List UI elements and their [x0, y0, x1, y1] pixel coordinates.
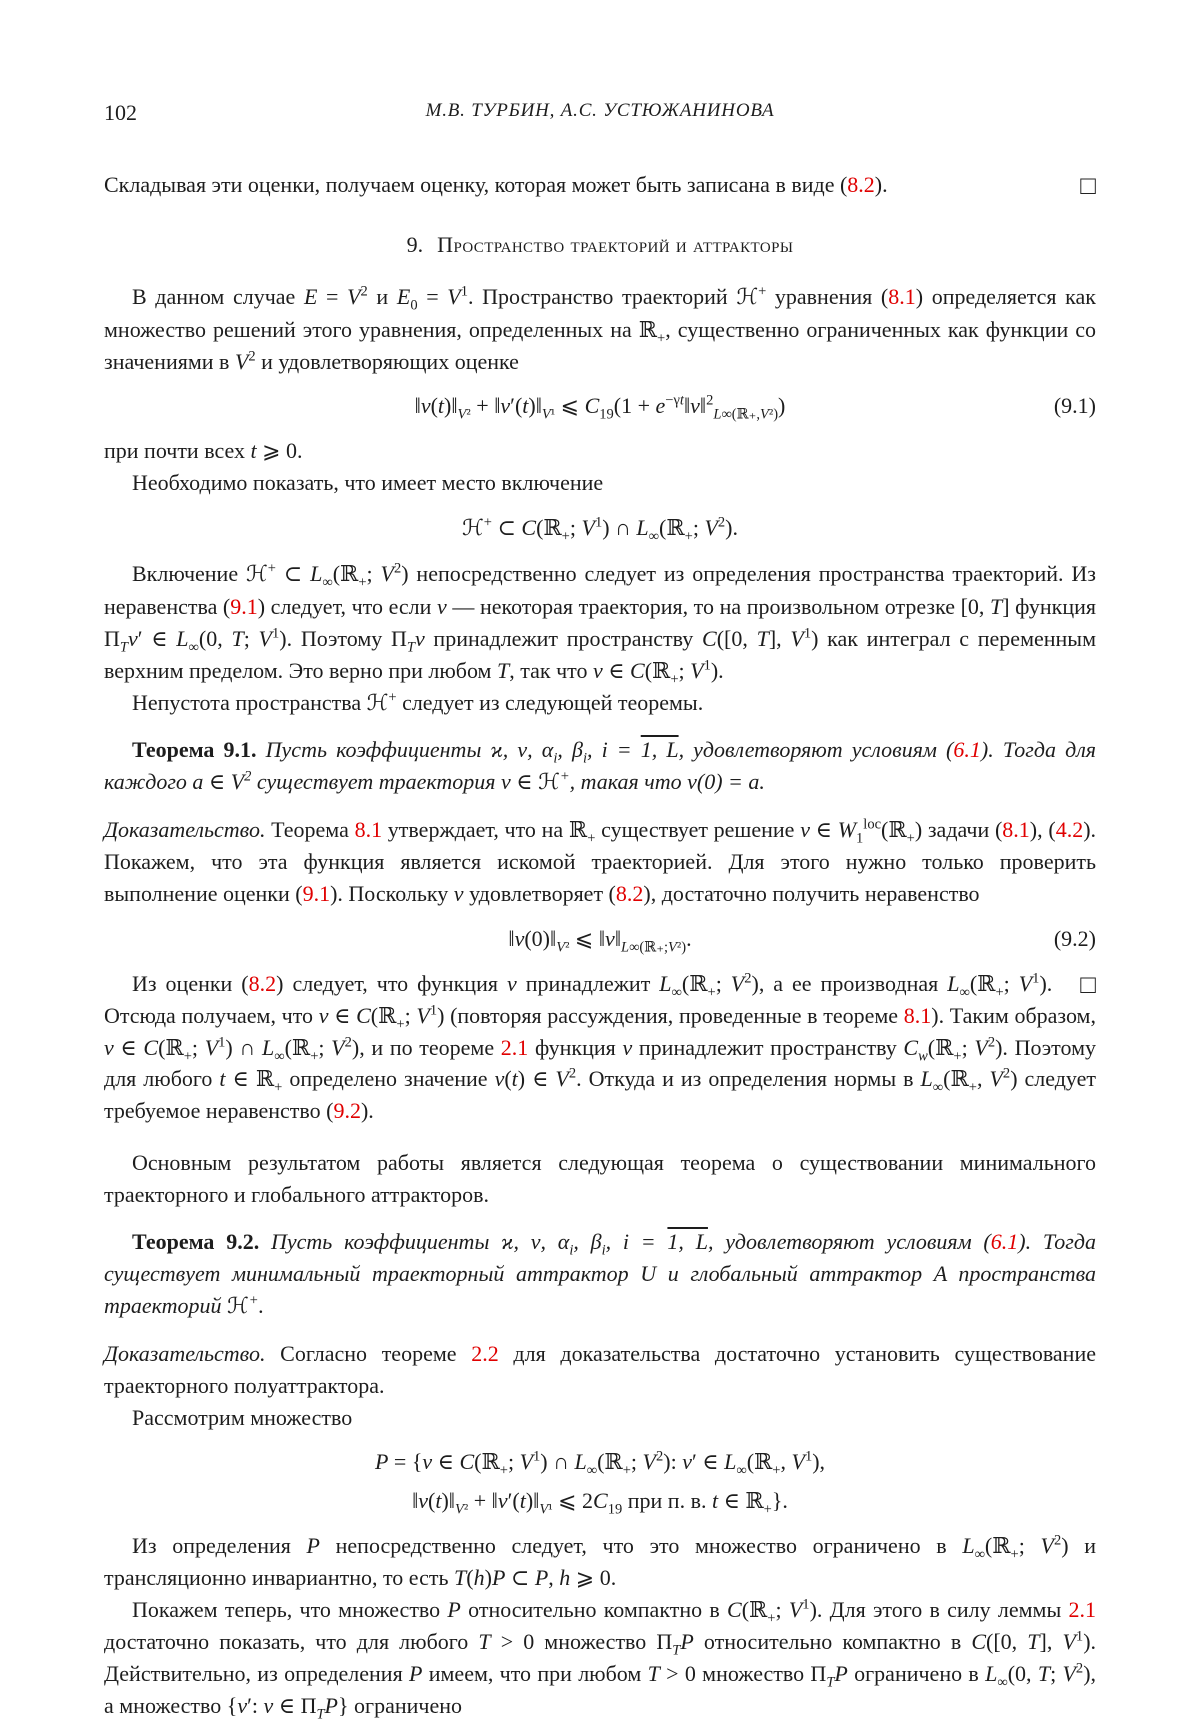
page-number: 102	[104, 100, 137, 125]
paragraph-need-to-show: Необходимо показать, что имеет место включение	[132, 470, 604, 496]
theorem-9-1	[104, 734, 1096, 799]
running-head: М.В. ТУРБИН, А.С. УСТЮЖАНИНОВА	[425, 100, 775, 121]
theorem-9-2	[104, 1226, 1096, 1323]
qed-box-icon: □	[1080, 969, 1096, 999]
paragraph-proof-continuation	[104, 968, 1096, 1127]
equation-number-9-2: (9.2)	[1053, 925, 1096, 951]
theorem-9-1-label: Теорема 9.1.	[132, 737, 257, 763]
equation-number-9-1: (9.1)	[1053, 393, 1096, 419]
equation-set-P	[104, 1446, 1096, 1517]
paragraph-text: Из оценки (8.2) следует, что функция v принадлежит $L_\infty(ℝ_+$; $V^2$), а ее производная $L_\infty(ℝ_+$; $V^1$). Отсюда получаем, что v ∈ C(ℝ$_+$; $V^1$) (повторяя рассуждения, проведенные в теореме 8.1). Таким образом, v ∈ C(ℝ$_+$; $V^1$) ∩ $L_\infty(ℝ_+$; $V^2$), и по теореме 2.1 функция v принадлежит пространству $C_w(ℝ_+$; $V^2$). Поэтому для любого t ∈ ℝ$_+$ определено значение v(t) ∈ $V^2$. Откуда и из определения нормы в $L_\infty(ℝ_+$, $V^2$) следует требуемое неравенство (9.2).	[104, 970, 1097, 1124]
paragraph-P-bounded-invariant: Из определения P непосредственно следует, что это множество ограничено в $L_\infty(ℝ_+$; $V^2$) и трансляционно инвариантно, то есть T(h)P ⊂ P, h ⩾ 0.	[104, 1532, 1096, 1591]
proof-theorem-9-1: Доказательство. Теорема 8.1 утверждает, что на ℝ$_+$ существует решение v ∈ $W_1^{loc}(ℝ_+)$ задачи (8.1), (4.2). Покажем, что эта функция является искомой траекторией. Для этого нужно только проверить выполнение оценки (9.1). Поскольку v удовлетворяет (8.2), достаточно получить неравенство	[104, 816, 1097, 907]
theorem-9-2-label: Теорема 9.2.	[132, 1229, 260, 1255]
equation-inclusion	[104, 512, 1096, 545]
paragraph-consider-set: Рассмотрим множество	[132, 1404, 353, 1430]
qed-box-icon: □	[1080, 171, 1096, 200]
equation-9-2	[104, 923, 1096, 955]
paragraph-main-result-intro: Основным результатом работы является следующая теорема о существовании минимального траекторного и глобального аттракторов.	[104, 1150, 1096, 1208]
paragraph-nonemptiness: Непустота пространства ℋ+ следует из следующей теоремы.	[132, 689, 704, 716]
paragraph-P-relatively-compact: Покажем теперь, что множество P относительно компактно в C(ℝ$_+$; $V^1$). Для этого в силу леммы 2.1 достаточно показать, что для любого T > 0 множество $\Pi_TP$ относительно компактно в C([0, T], $V^1$). Действительно, из определения P имеем, что при любом T > 0 множество $\Pi_TP$ ограничено в $L_\infty(0$, T; $V^2$), а множество {v′: v ∈ $\Pi_TP$} ограничено	[104, 1596, 1097, 1722]
equation-body: $‖v(t)‖_{V^2}$ + $‖v'(t)‖_{V^1}$ ⩽ $C_{19}(1$ + $e^{-\gamma t}‖v‖^2_{L\infty(ℝ_+,V^2)}$)	[414, 393, 786, 423]
paragraph-text: Складывая эти оценки, получаем оценку, которая может быть записана в виде (8.2).	[104, 172, 888, 197]
section-heading	[104, 229, 1096, 261]
section-number: 9.	[406, 231, 424, 257]
paragraph-trajectory-space-definition: В данном случае $E = V^2$ и $E_0 = V^1$. Пространство траекторий ℋ+ уравнения (8.1) определяется как множество решений этого уравнения, определенных на ℝ$_+$, существенно ограниченных как функции со значениями в $V^2$ и удовлетворяющих оценке	[104, 283, 1096, 374]
proof-theorem-9-2: Доказательство. Согласно теореме 2.2 для доказательства достаточно установить существование траекторного полуаттрактора.	[104, 1340, 1096, 1398]
equation-9-1	[104, 390, 1096, 422]
paragraph-almost-all-t: при почти всех t ⩾ 0.	[104, 438, 303, 464]
theorem-9-2-statement: Пусть коэффициенты ϰ, ν, $\alpha_i$, $\beta_i$, i = 1, L, удовлетворяют условиям (6.1). Тогда существует минимальный траекторный аттрактор U и глобальный аттрактор A пространства траекторий ℋ+.	[104, 1229, 1096, 1319]
section-title: Пространство траекторий и аттракторы	[437, 231, 794, 257]
equation-line-1: P = {v ∈ C(ℝ$_+$; $V^1$) ∩ $L_\infty(ℝ_+$; $V^2$): v′ ∈ $L_\infty(ℝ_+$, $V^1$),	[374, 1449, 826, 1479]
theorem-9-1-statement: Пусть коэффициенты ϰ, ν, $\alpha_i$, $\beta_i$, i = 1, L, удовлетворяют условиям (6.1). Тогда для каждого a ∈ $V^2$ существует траектория v ∈ ℋ+, такая что v(0) = a.	[104, 737, 1097, 796]
equation-body: $‖v(0)‖_{V^2}$ ⩽ $‖v‖_{L\infty(ℝ_+;V^2)}$.	[508, 925, 692, 956]
equation-body: ℋ+ ⊂ C(ℝ$_+$; $V^1$) ∩ $L_\infty(ℝ_+$; $V^2$).	[462, 514, 738, 545]
paragraph-inclusion-argument: Включение ℋ+ ⊂ $L_\infty(ℝ_+$; $V^2$) непосредственно следует из определения пространства траекторий. Из неравенства (9.1) следует, что если v — некоторая траектория, то на произвольном отрезке [0, T] функция $\Pi_Tv'$ ∈ $L_\infty(0$, T; $V^1$). Поэтому $\Pi_Tv$ принадлежит пространству C([0, T], $V^1$) как интеграл с переменным верхним пределом. Это верно при любом T, так что v ∈ C(ℝ$_+$; $V^1$).	[104, 560, 1097, 688]
page-header	[104, 97, 1096, 125]
paragraph-closing-previous-proof	[104, 169, 1096, 201]
equation-line-2: $‖v(t)‖_{V^2}$ + $‖v'(t)‖_{V^1}$ ⩽ $2C_{19}$ при п. в. t ∈ ℝ$_+$}.	[412, 1488, 788, 1518]
